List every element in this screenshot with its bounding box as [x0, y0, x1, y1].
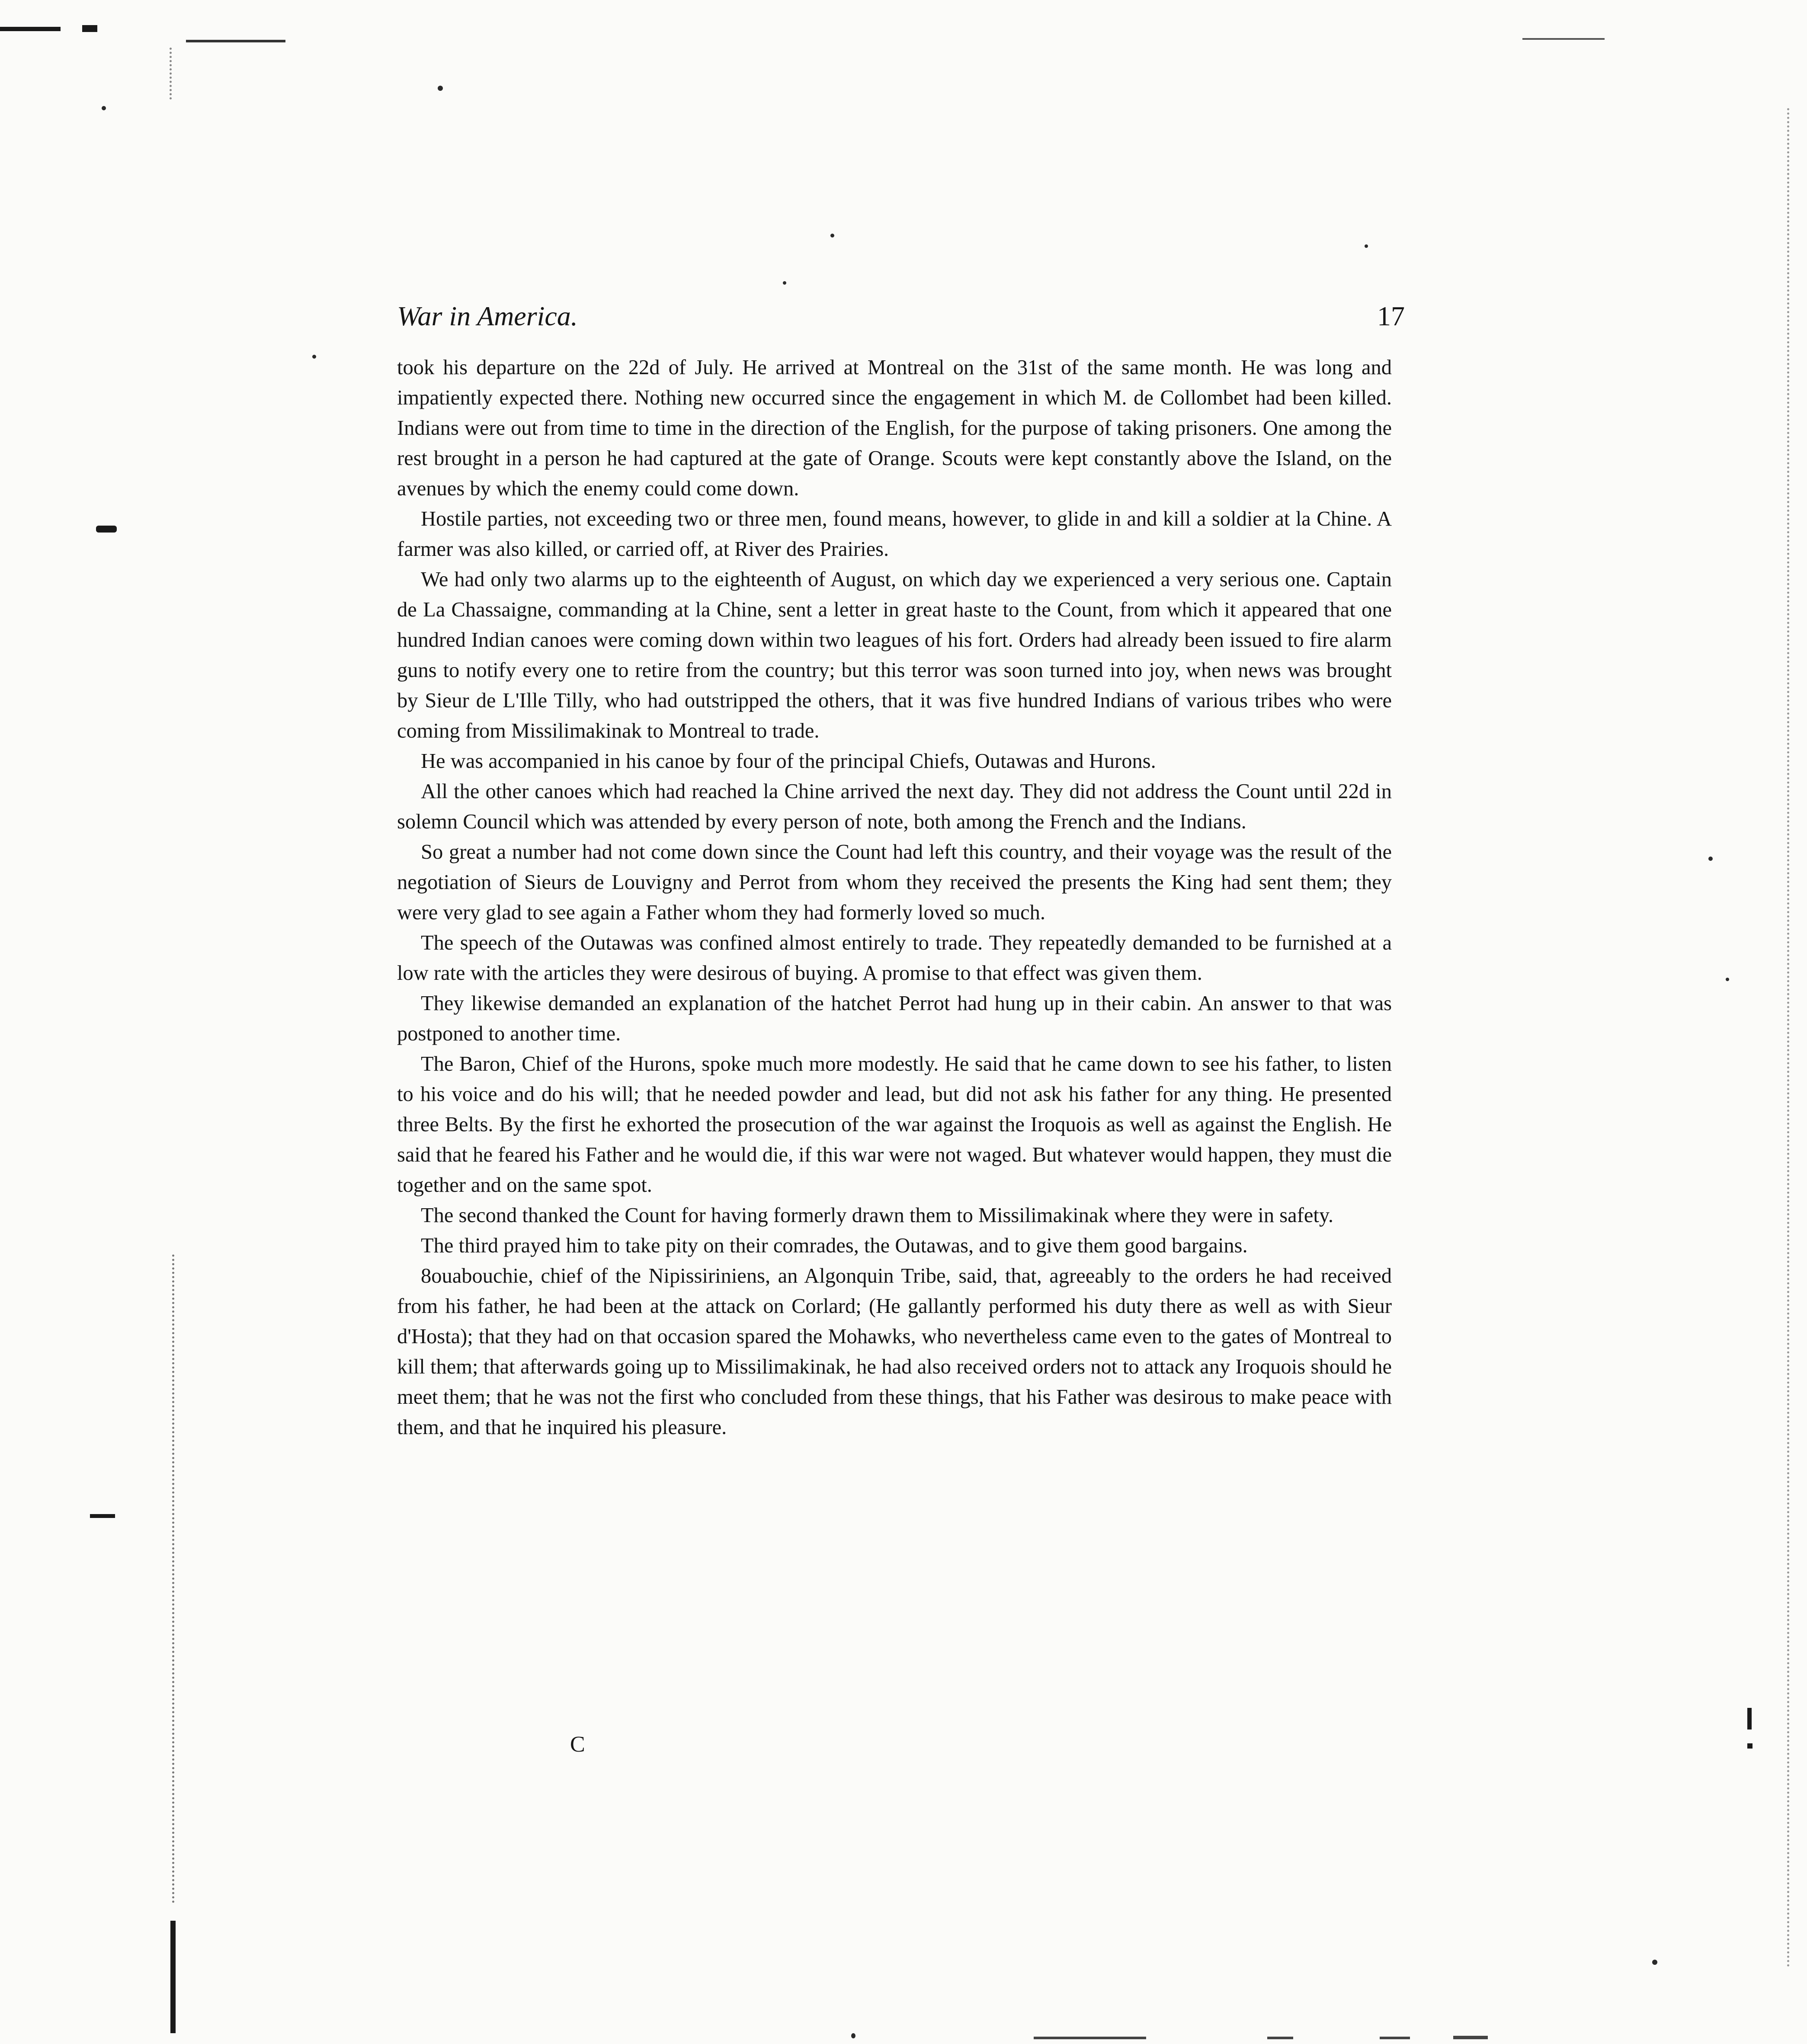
scan-speck: [312, 355, 316, 359]
paragraph: He was accompanied in his canoe by four of the principal Chiefs, Outawas and Hurons.: [421, 750, 1156, 773]
scan-artifact-right-dotted-edge: [1787, 108, 1792, 1968]
scan-speck: [1708, 857, 1713, 861]
body-text: [397, 353, 1392, 1443]
scan-artifact-bottom-rule-2: [1267, 2037, 1293, 2039]
scan-speck: [102, 106, 106, 110]
scan-speck: [1726, 978, 1729, 981]
scan-artifact-top-rule: [186, 40, 285, 42]
paragraph: Hostile parties, not exceeding two or three men, found means, however, to glide in and kill a soldier at la Chine. A farmer was also killed, or carried off, at River des Prairies.: [397, 507, 1392, 561]
paragraph: 8ouabouchie, chief of the Nipissiriniens, an Algonquin Tribe, said, that, agreeably to the orders he had received from his father, he had been at the attack on Corlard; (He gallantly performed his duty there as well as with Sieur d'Hosta); that they had on that occasion spared the Mohawks, who nevertheless came even to the gates of Montreal to kill them; that afterwards going up to Missilimakinak, he had also received orders not to attack any Iroquois should he meet them; that he was not the first who concluded from these things, that his Father was desirous to make peace with them, and that he inquired his pleasure.: [397, 1264, 1392, 1439]
scan-artifact-right-tick: [1747, 1708, 1752, 1730]
paragraph: The third prayed him to take pity on their comrades, the Outawas, and to give them good bargains.: [421, 1234, 1248, 1257]
scan-artifact-left-tick-2: [90, 1514, 115, 1518]
paragraph: The Baron, Chief of the Hurons, spoke much more modestly. He said that he came down to see his father, to listen to his voice and do his will; that he needed powder and lead, but did not ask his father for any thing. He presented three Belts. By the first he exhorted the prosecution of the war against the Iroquois as well as against the English. He said that he feared his Father and he would die, if this war were not waged. But whatever would happen, they must die together and on the same spot.: [397, 1052, 1392, 1197]
scan-speck: [1365, 244, 1368, 248]
running-title: War in America.: [397, 301, 578, 331]
scan-speck: [1652, 1960, 1657, 1965]
scan-speck: [830, 234, 834, 237]
scan-artifact-bottom-rule-3: [1380, 2037, 1410, 2039]
paragraph: All the other canoes which had reached la Chine arrived the next day. They did not address the Count until 22d in solemn Council which was attended by every person of note, both among the French and the Indians.: [397, 780, 1392, 833]
paragraph: took his departure on the 22d of July. He arrived at Montreal on the 31st of the same month. He was long and impatiently expected there. Nothing new occurred since the engagement in which M. de Collombet had been killed. Indians were out from time to time in the direction of the English, for the purpose of taking prisoners. One among the rest brought in a person he had captured at the gate of Orange. Scouts were kept constantly above the Island, on the avenues by which the enemy could come down.: [397, 356, 1392, 500]
scan-artifact-top-right-rule: [1522, 38, 1605, 40]
scan-artifact-left-dotted-edge: [172, 1255, 177, 1903]
scan-speck: [438, 86, 443, 91]
scan-artifact-right-dot: [1747, 1743, 1753, 1749]
scan-artifact-left-spine: [170, 1921, 176, 2033]
scan-artifact-top-left-bar: [0, 27, 61, 31]
scan-speck: [851, 2033, 855, 2038]
scan-artifact-left-tick-1: [96, 526, 117, 533]
scan-artifact-bottom-rule-1: [1034, 2037, 1146, 2039]
scan-artifact-bottom-rule-4: [1453, 2036, 1488, 2039]
scan-speck: [783, 281, 786, 285]
paragraph: We had only two alarms up to the eighteenth of August, on which day we experienced a very serious one. Captain de La Chassaigne, commanding at la Chine, sent a letter in great haste to the Count, from which it appeared that one hundred Indian canoes were coming down within two leagues of his fort. Orders had already been issued to fire alarm guns to notify every one to retire from the country; but this terror was soon turned into joy, when news was brought by Sieur de L'Ille Tilly, who had outstripped the others, that it was five hundred Indians of various tribes who were coming from Missilimakinak to Montreal to trade.: [397, 568, 1392, 742]
running-header: [0, 297, 1405, 336]
page-number: 17: [1377, 301, 1405, 331]
scan-artifact-left-upper-edge: [170, 48, 174, 99]
signature-mark: C: [570, 1732, 585, 1757]
scan-artifact-top-left-block: [82, 25, 97, 32]
paragraph: So great a number had not come down since the Count had left this country, and their voyage was the result of the negotiation of Sieurs de Louvigny and Perrot from whom they received the presents the King had sent them; they were very glad to see again a Father whom they had formerly loved so much.: [397, 841, 1392, 924]
paragraph: The second thanked the Count for having formerly drawn them to Missilimakinak where they were in safety.: [421, 1204, 1334, 1227]
paragraph: They likewise demanded an explanation of the hatchet Perrot had hung up in their cabin. An answer to that was postponed to another time.: [397, 992, 1392, 1045]
paragraph: The speech of the Outawas was confined almost entirely to trade. They repeatedly demanded to be furnished at a low rate with the articles they were desirous of buying. A promise to that effect was given them.: [397, 931, 1392, 985]
